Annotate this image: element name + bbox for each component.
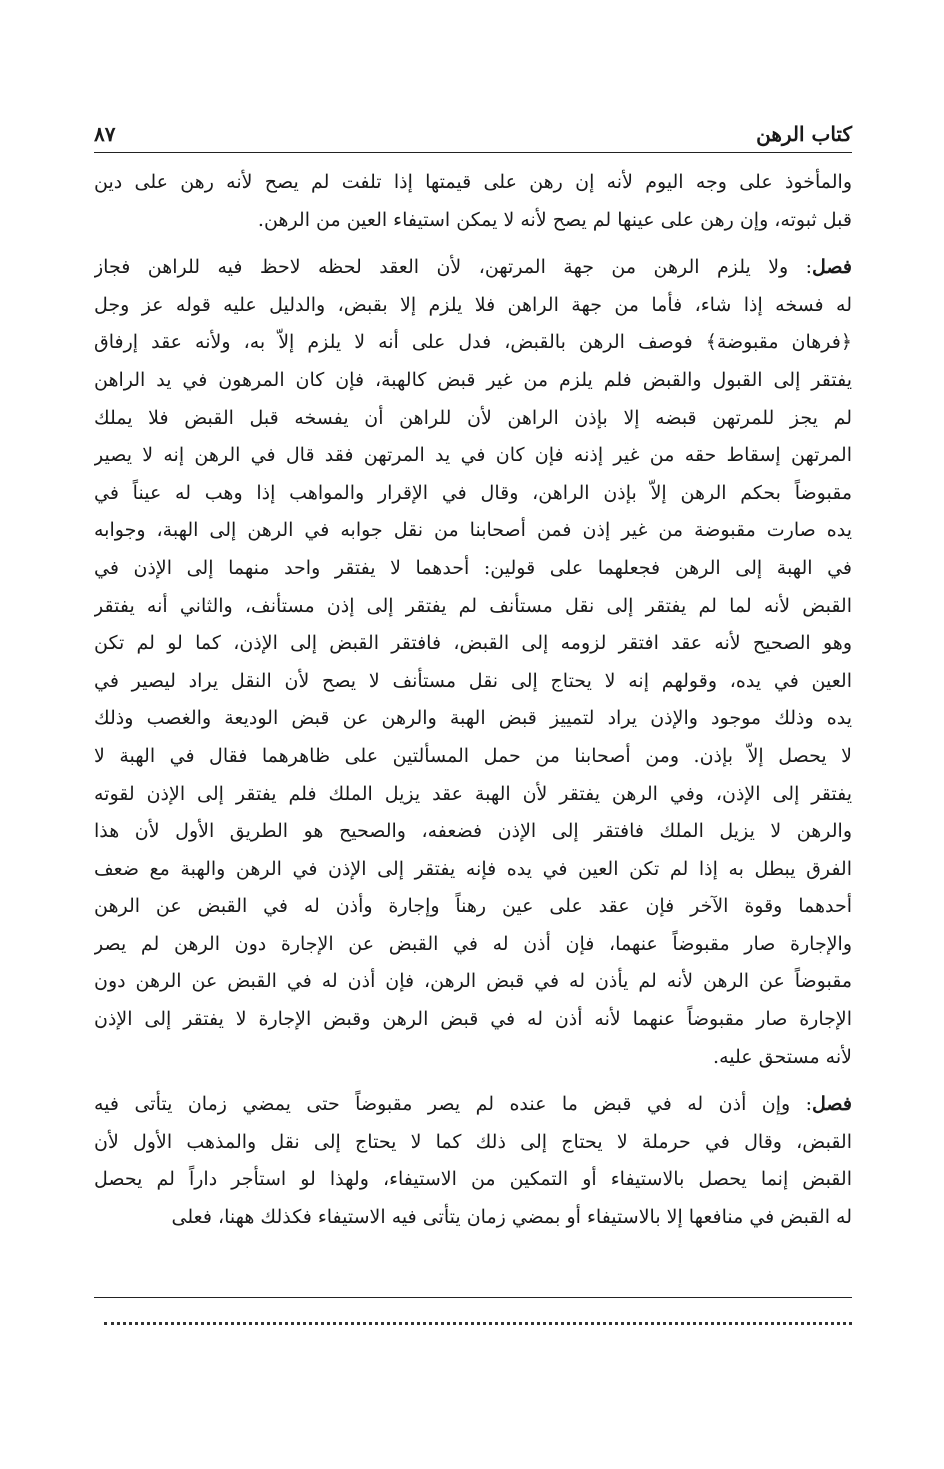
text-line bbox=[94, 202, 852, 240]
paragraph bbox=[94, 164, 852, 239]
line-text: والإجارة صار مقبوضاً عنهما، فإن أذن له في القبض عن الإجارة دون الرهن لم يصر bbox=[94, 932, 852, 955]
text-line bbox=[94, 588, 852, 626]
text-line bbox=[94, 851, 852, 889]
line-text: في الهبة إلى الرهن فجعلهما على قولين: أحدهما لا يفتقر واحد منهما إلى الإذن في bbox=[94, 556, 852, 579]
text-line bbox=[94, 926, 852, 964]
line-text: القبض لأنه لما لم يفتقر إلى نقل مستأنف لم يفتقر إلى إذن مستأنف، والثاني أنه يفتقر bbox=[94, 594, 852, 617]
text-line bbox=[94, 1161, 852, 1199]
text-line bbox=[94, 475, 852, 513]
line-text: قبل ثبوته، وإن رهن على عينها لم يصح لأنه لا يمكن استيفاء العين من الرهن. bbox=[257, 208, 852, 231]
text-line bbox=[94, 287, 852, 325]
text-line bbox=[94, 813, 852, 851]
text-line bbox=[94, 1001, 852, 1039]
text-line bbox=[94, 1039, 852, 1077]
text-line bbox=[94, 738, 852, 776]
section-heading: فصل bbox=[812, 1093, 852, 1116]
line-text: له فسخه إذا شاء، فأما من جهة الراهن فلا يلزم إلا بقبض، والدليل عليه قوله عز وجل bbox=[94, 293, 852, 316]
dotted-separator bbox=[104, 1322, 852, 1341]
line-text: يده وذلك موجود والإذن يراد لتمييز قبض الهبة والرهن عن قبض الوديعة والغصب وذلك bbox=[94, 707, 852, 730]
text-line bbox=[94, 1086, 852, 1124]
line-text: : ولا يلزم الرهن من جهة المرتهن، لأن العقد لحظه لاحظ فيه للراهن فجاز bbox=[94, 256, 813, 279]
text-line bbox=[94, 362, 852, 400]
text-line bbox=[94, 1199, 852, 1237]
line-text: : وإن أذن له في قبض ما عنده لم يصر مقبوضاً حتى يمضي زمان يتأتى فيه bbox=[94, 1093, 813, 1116]
line-text: مقبوضاً عن الرهن لأنه لم يأذن له في قبض الرهن، فإن أذن له في القبض عن الرهن دون bbox=[94, 970, 852, 993]
text-line bbox=[94, 700, 852, 738]
line-text: العين في يده، وقولهم إنه لا يحتاج إلى نقل مستأنف لا يصح لأن النقل يراد ليصير في bbox=[94, 669, 852, 692]
line-text: والمأخوذ على وجه اليوم لأنه إن رهن على قيمتها إذا تلفت لم يصح لأنه رهن على دين bbox=[94, 171, 852, 193]
line-text: الفرق يبطل به إذا لم تكن العين في يده فإنه يفتقر إلى الإذن في الرهن والهبة مع ضعف bbox=[94, 857, 852, 880]
text-line bbox=[94, 249, 852, 287]
text-line bbox=[94, 663, 852, 701]
line-text: يفتقر إلى الإذن، وفي الرهن يفتقر لأن الهبة عقد يزيل الملك فلم يفتقر إلى الإذن لقوته bbox=[94, 782, 852, 805]
header-rule bbox=[94, 152, 852, 153]
line-text: وهو الصحيح لأنه عقد افتقر لزومه إلى القبض، فافتقر القبض إلى الإذن، كما لو لم تكن bbox=[94, 632, 852, 655]
footnote-rule bbox=[94, 1297, 852, 1298]
text-line bbox=[94, 963, 852, 1001]
line-text: لأنه مستحق عليه. bbox=[713, 1045, 852, 1068]
line-text: القبض إنما يحصل بالاستيفاء أو التمكين من الاستيفاء، ولهذا لو استأجر داراً لم يحصل bbox=[94, 1168, 852, 1191]
text-line bbox=[94, 776, 852, 814]
text-line bbox=[94, 1124, 852, 1162]
page-number: ٨٧ bbox=[94, 122, 116, 146]
text-line bbox=[94, 324, 852, 362]
line-text: الإجارة صار مقبوضاً عنهما لأنه أذن له في قبض الرهن وقبض الإجارة لا يفتقر إلى الإذن bbox=[94, 1008, 852, 1031]
line-text: أحدهما وقوة الآخر فإن عقد على عين رهناً وإجارة وأذن له في القبض عن الرهن bbox=[94, 895, 852, 918]
line-text: مقبوضاً بحكم الرهن إلاّ بإذن الراهن، وقال في الإقرار والمواهب إذا وهب له عيناً في bbox=[94, 481, 852, 504]
line-text: له القبض في منافعها إلا بالاستيفاء أو بمضي زمان يتأتى فيه الاستيفاء فكذلك ههنا، فعلى bbox=[171, 1206, 852, 1229]
running-title: كتاب الرهن bbox=[756, 122, 852, 146]
text-line bbox=[94, 888, 852, 926]
text-line bbox=[94, 550, 852, 588]
line-text: يفتقر إلى القبول والقبض فلم يلزم من غير قبض كالهبة، فإن كان المرهون في يد الراهن bbox=[94, 368, 852, 391]
line-text: والرهن لا يزيل الملك فافتقر إلى الإذن فضعفه، والصحيح هو الطريق الأول لأن هذا bbox=[94, 820, 852, 843]
text-line bbox=[94, 512, 852, 550]
text-line bbox=[94, 164, 852, 202]
line-text: القبض، وقال في حرملة لا يحتاج إلى ذلك كما لا يحتاج إلى نقل والمذهب الأول لأن bbox=[94, 1130, 852, 1153]
line-text: لم يجز للمرتهن قبضه إلا بإذن الراهن لأن للراهن أن يفسخه قبل القبض فلا يملك bbox=[94, 406, 852, 429]
text-line bbox=[94, 625, 852, 663]
line-text: المرتهن إسقاط حقه من غير إذنه فإن كان في يد المرتهن فقد قال في الرهن إنه لا يصير bbox=[94, 444, 852, 467]
page-header bbox=[94, 112, 852, 146]
line-text: لا يحصل إلاّ بإذن. ومن أصحابنا من حمل المسألتين على ظاهرهما فقال في الهبة لا bbox=[94, 744, 852, 767]
paragraph bbox=[94, 249, 852, 1076]
line-text: ﴿فرهان مقبوضة﴾ فوصف الرهن بالقبض، فدل على أنه لا يلزم إلاّ به، ولأنه عقد إرفاق bbox=[94, 331, 852, 354]
section-heading: فصل bbox=[812, 256, 852, 279]
paragraph bbox=[94, 1086, 852, 1236]
line-text: يده صارت مقبوضة من غير إذن فمن أصحابنا من نقل جوابه في الرهن إلى الهبة، وجوابه bbox=[94, 519, 852, 542]
text-line bbox=[94, 400, 852, 438]
text-line bbox=[94, 437, 852, 475]
page-body bbox=[94, 164, 852, 1237]
